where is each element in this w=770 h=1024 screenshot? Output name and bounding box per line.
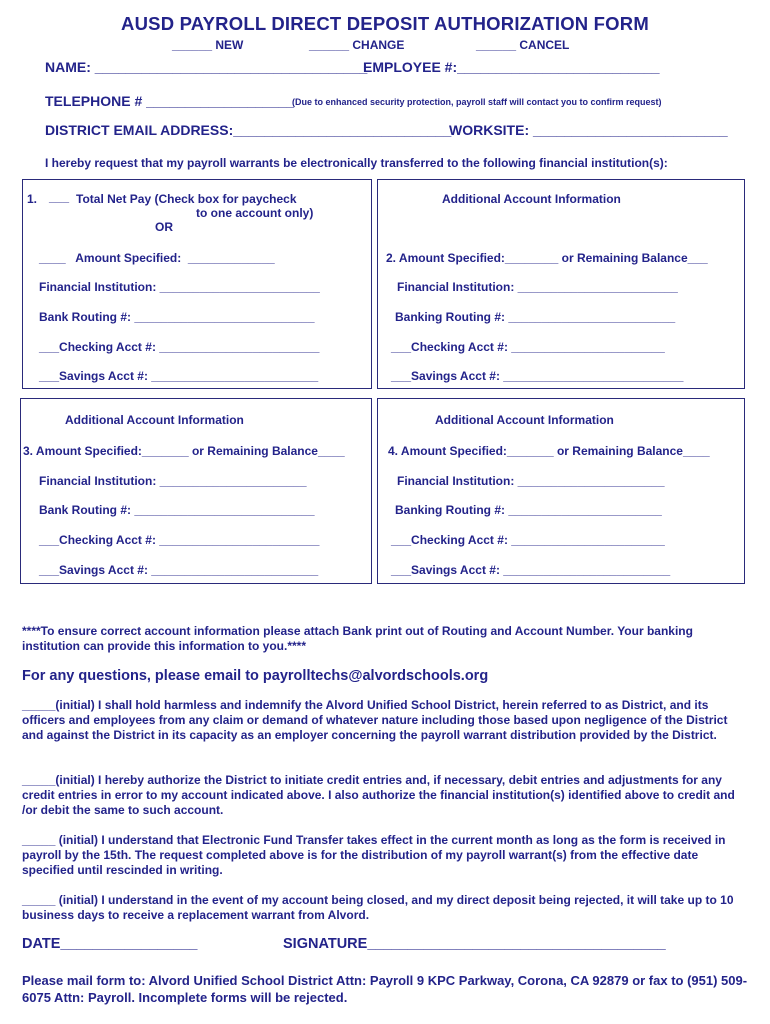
telephone-note: (Due to enhanced security protection, payroll staff will contact you to confirm request): [292, 97, 662, 107]
option-new[interactable]: ______ NEW: [172, 38, 244, 52]
account-3-institution-field[interactable]: Financial Institution: ______________________: [39, 474, 307, 488]
total-net-pay-label: Total Net Pay (Check box for paycheck: [76, 192, 297, 206]
account-4-routing-field[interactable]: Banking Routing #: _______________________: [395, 503, 662, 517]
account-4-header: Additional Account Information: [435, 413, 614, 427]
option-cancel[interactable]: ______ CANCEL: [476, 38, 570, 52]
account-box-4: [377, 398, 745, 584]
account-box-3: [20, 398, 372, 584]
account-1-institution-field[interactable]: Financial Institution: ________________________: [39, 280, 320, 294]
questions-contact: For any questions, please email to payrolltechs@alvordschools.org: [22, 668, 489, 684]
account-2-amount-field[interactable]: 2. Amount Specified:________ or Remaining Balance___: [386, 251, 708, 265]
worksite-field[interactable]: WORKSITE: _________________________: [449, 122, 728, 138]
routing-note: ****To ensure correct account information please attach Bank print out of Routing and Account Number. Your banking institution can provide this information to you.****: [22, 624, 693, 653]
account-2-header: Additional Account Information: [442, 192, 621, 206]
email-field[interactable]: DISTRICT EMAIL ADDRESS:____________________________: [45, 122, 452, 138]
account-3-routing-field[interactable]: Bank Routing #: ___________________________: [39, 503, 315, 517]
total-net-pay-checkbox[interactable]: ___: [49, 190, 70, 204]
initial-authorize: _____(initial) I hereby authorize the District to initiate credit entries and, if necessary, debit entries and adjustments for any credit entries in error to my account indicated above. I also authorize the financial institution(s) identified above to credit and /or debit the same to such account.: [22, 773, 735, 817]
account-3-savings-field[interactable]: ___Savings Acct #: _________________________: [39, 563, 319, 577]
request-statement: I hereby request that my payroll warrants be electronically transferred to the following financial institution(s):: [45, 156, 668, 170]
total-net-pay-label-2: to one account only): [196, 206, 314, 220]
account-1-number: 1.: [27, 192, 38, 206]
mail-instructions: Please mail form to: Alvord Unified School District Attn: Payroll 9 KPC Parkway, Corona, CA 92879 or fax to (951) 509-6075 Attn: Payroll. Incomplete forms will be rejected.: [22, 973, 748, 1005]
signature-field[interactable]: SIGNATURE_____________________________________: [283, 936, 666, 952]
date-field[interactable]: DATE_________________: [22, 936, 198, 952]
account-2-institution-field[interactable]: Financial Institution: ________________________: [397, 280, 678, 294]
or-label: OR: [155, 220, 173, 234]
account-1-savings-field[interactable]: ___Savings Acct #: _________________________: [39, 369, 319, 383]
account-box-1: [22, 179, 372, 389]
name-field[interactable]: NAME: ___________________________________: [45, 59, 368, 75]
account-4-amount-field[interactable]: 4. Amount Specified:_______ or Remaining Balance____: [388, 444, 710, 458]
account-box-2: [377, 179, 745, 389]
initial-closed-account: _____ (initial) I understand in the event of my account being closed, and my direct deposit being rejected, it will take up to 10 business days to receive a replacement warrant from Alvord.: [22, 893, 734, 922]
option-change[interactable]: ______ CHANGE: [309, 38, 405, 52]
account-3-header: Additional Account Information: [65, 413, 244, 427]
account-2-savings-field[interactable]: ___Savings Acct #: ___________________________: [391, 369, 684, 383]
account-2-checking-field[interactable]: ___Checking Acct #: _______________________: [391, 340, 665, 354]
account-1-checking-field[interactable]: ___Checking Acct #: ________________________: [39, 340, 320, 354]
account-4-institution-field[interactable]: Financial Institution: ______________________: [397, 474, 665, 488]
initial-indemnify: _____(initial) I shall hold harmless and indemnify the Alvord Unified School District, herein referred to as District, and its officers and employees from any claim or demand of whatever nature including those based upon negligence of the District and against the District in its capacity as an employer concerning the payroll warrant distribution provided by the District.: [22, 698, 728, 742]
telephone-field[interactable]: TELEPHONE # ___________________: [45, 93, 295, 109]
account-4-savings-field[interactable]: ___Savings Acct #: _________________________: [391, 563, 671, 577]
account-1-routing-field[interactable]: Bank Routing #: ___________________________: [39, 310, 315, 324]
form-title: AUSD PAYROLL DIRECT DEPOSIT AUTHORIZATION FORM: [121, 13, 649, 34]
account-1-amount-field[interactable]: ____ Amount Specified: _____________: [39, 251, 275, 265]
account-3-checking-field[interactable]: ___Checking Acct #: ________________________: [39, 533, 320, 547]
initial-eft: _____ (initial) I understand that Electronic Fund Transfer takes effect in the current month as long as the form is received in payroll by the 15th. The request completed above is for the distribution of my payroll warrant(s) from the effective date specified until rescinded in writing.: [22, 833, 726, 877]
account-2-routing-field[interactable]: Banking Routing #: _________________________: [395, 310, 676, 324]
account-3-amount-field[interactable]: 3. Amount Specified:_______ or Remaining Balance____: [23, 444, 345, 458]
employee-number-field[interactable]: EMPLOYEE #:__________________________: [363, 59, 660, 75]
account-4-checking-field[interactable]: ___Checking Acct #: _______________________: [391, 533, 665, 547]
